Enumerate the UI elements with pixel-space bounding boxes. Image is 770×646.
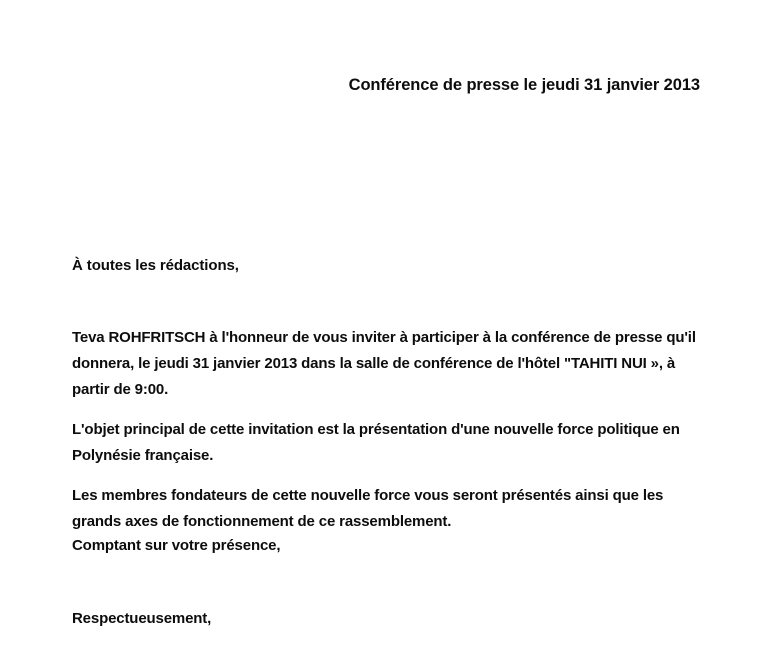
page-title: Conférence de presse le jeudi 31 janvier 2013 xyxy=(348,76,700,94)
closing-line: Comptant sur votre présence, xyxy=(72,537,281,554)
body-paragraph: Les membres fondateurs de cette nouvelle force vous seront présentés ainsi que les grands axes de fonctionnement de ce rassemblement. xyxy=(72,487,664,530)
signoff-line: Respectueusement, xyxy=(72,610,212,627)
salutation-line: À toutes les rédactions, xyxy=(72,257,239,274)
letter-body xyxy=(72,325,704,535)
body-paragraph: Teva ROHFRITSCH à l'honneur de vous inviter à participer à la conférence de presse qu'il donnera, le jeudi 31 janvier 2013 dans la salle de conférence de l'hôtel "TAHITI NUI », à partir de 9:00. xyxy=(72,329,696,398)
body-paragraph: L'objet principal de cette invitation est la présentation d'une nouvelle force politique en Polynésie française. xyxy=(72,421,680,464)
